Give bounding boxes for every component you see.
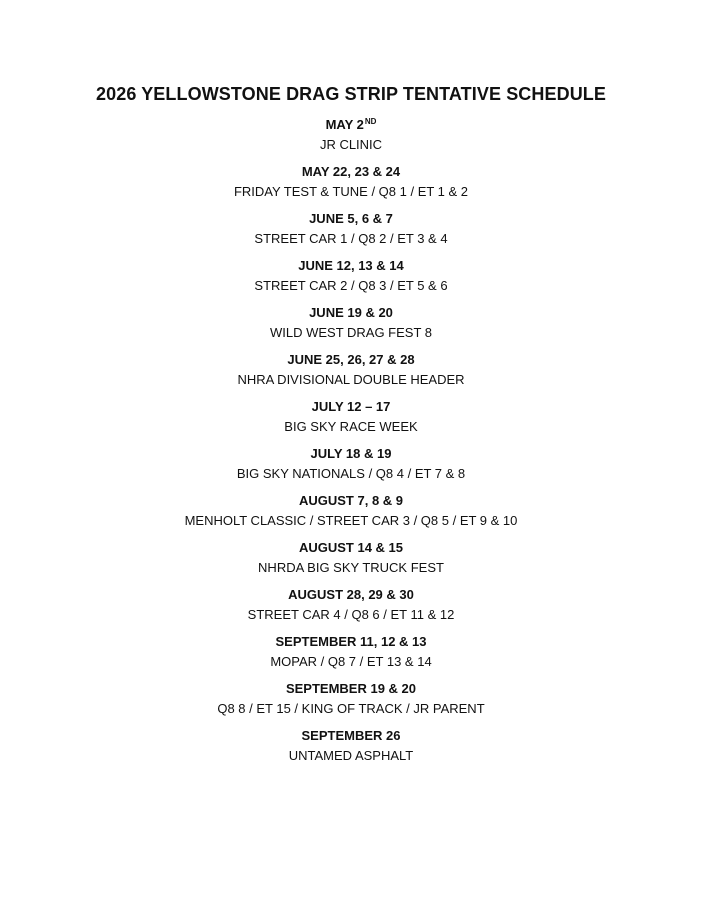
event-date: MAY 22, 23 & 24: [301, 164, 401, 179]
event-date: AUGUST 28, 29 & 30: [288, 587, 414, 602]
schedule-item: [0, 586, 702, 633]
event-name: Q8 8 / ET 15 / KING OF TRACK / JR PARENT: [217, 701, 485, 716]
event-date: JUNE 5, 6 & 7: [309, 211, 393, 226]
schedule-item: [0, 539, 702, 586]
event-name: BIG SKY RACE WEEK: [284, 419, 418, 434]
event-name: FRIDAY TEST & TUNE / Q8 1 / ET 1 & 2: [233, 184, 469, 199]
event-date: [0, 116, 702, 134]
event-name: MENHOLT CLASSIC / STREET CAR 3 / Q8 5 / ET 9 & 10: [184, 513, 518, 528]
schedule-item: [0, 210, 702, 257]
event-date: JULY 12 – 17: [311, 399, 391, 414]
event-date: SEPTEMBER 11, 12 & 13: [275, 634, 427, 649]
event-date-text: MAY 2: [325, 117, 364, 132]
event-name: STREET CAR 4 / Q8 6 / ET 11 & 12: [247, 607, 455, 622]
schedule-item: [0, 492, 702, 539]
event-date: JULY 18 & 19: [310, 446, 392, 461]
event-name: NHRDA BIG SKY TRUCK FEST: [258, 560, 444, 575]
event-date: JUNE 12, 13 & 14: [298, 258, 404, 273]
event-name: WILD WEST DRAG FEST 8: [269, 325, 433, 340]
schedule-item: [0, 304, 702, 351]
event-name: NHRA DIVISIONAL DOUBLE HEADER: [237, 372, 465, 387]
event-date: AUGUST 7, 8 & 9: [298, 493, 404, 508]
schedule-item: [0, 351, 702, 398]
schedule-item: [0, 633, 702, 680]
date-ordinal-suffix: ND: [364, 117, 377, 126]
schedule-item: [0, 398, 702, 445]
schedule-item: [0, 680, 702, 727]
event-name: BIG SKY NATIONALS / Q8 4 / ET 7 & 8: [236, 466, 466, 481]
page-title: 2026 YELLOWSTONE DRAG STRIP TENTATIVE SCHEDULE: [95, 84, 606, 104]
schedule-item: [0, 163, 702, 210]
schedule-item: [0, 727, 702, 774]
event-date: SEPTEMBER 26: [301, 728, 401, 743]
event-date: AUGUST 14 & 15: [298, 540, 404, 555]
schedule-item: [0, 257, 702, 304]
event-date: JUNE 25, 26, 27 & 28: [287, 352, 415, 367]
schedule-item: [0, 116, 702, 163]
schedule-list: [0, 116, 702, 774]
event-name: UNTAMED ASPHALT: [288, 748, 414, 763]
event-date: SEPTEMBER 19 & 20: [285, 681, 417, 696]
event-name: MOPAR / Q8 7 / ET 13 & 14: [270, 654, 432, 669]
event-name: STREET CAR 1 / Q8 2 / ET 3 & 4: [254, 231, 448, 246]
event-date: JUNE 19 & 20: [309, 305, 393, 320]
schedule-item: [0, 445, 702, 492]
event-name: JR CLINIC: [319, 137, 383, 152]
event-name: STREET CAR 2 / Q8 3 / ET 5 & 6: [254, 278, 448, 293]
